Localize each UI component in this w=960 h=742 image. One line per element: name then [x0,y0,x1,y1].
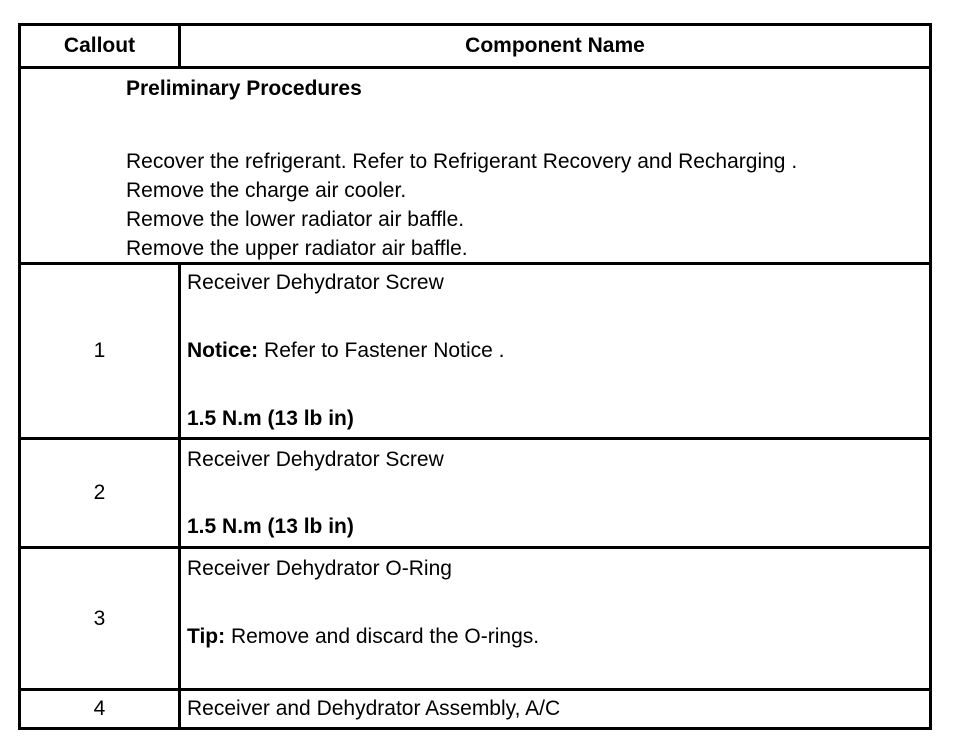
component-name: Receiver and Dehydrator Assembly, A/C [187,697,561,720]
callout-number: 2 [21,440,181,546]
tip-line [187,625,539,649]
callout-number: 1 [21,265,181,437]
notice-label: Notice: [187,339,259,362]
component-name: Receiver Dehydrator O-Ring [187,557,452,580]
callout-header: Callout [21,26,181,66]
table-row [21,440,929,549]
preliminary-procedures [21,69,929,265]
component-name: Receiver Dehydrator Screw [187,448,444,471]
preliminary-steps [126,147,797,263]
preliminary-step: Recover the refrigerant. Refer to Refrigerant Recovery and Recharging . [126,150,798,173]
component-table [18,23,932,730]
component-name: Receiver Dehydrator Screw [187,271,444,294]
notice-line [187,339,504,363]
table-row [21,549,929,691]
preliminary-step: Remove the lower radiator air baffle. [126,208,465,231]
preliminary-step: Remove the upper radiator air baffle. [126,237,468,260]
table-row [21,265,929,440]
preliminary-step: Remove the charge air cooler. [126,179,407,202]
component-name-header: Component Name [465,34,645,57]
tip-label: Tip: [187,625,226,648]
notice-text: Refer to Fastener Notice . [258,339,505,362]
callout-number: 4 [21,691,181,727]
callout-number: 3 [21,549,181,688]
tip-text: Remove and discard the O-rings. [225,625,540,648]
table-header [21,26,929,69]
preliminary-title: Preliminary Procedures [126,77,362,100]
torque-spec: 1.5 N.m (13 lb in) [187,407,354,430]
torque-spec: 1.5 N.m (13 lb in) [187,515,354,538]
table-row [21,691,929,727]
